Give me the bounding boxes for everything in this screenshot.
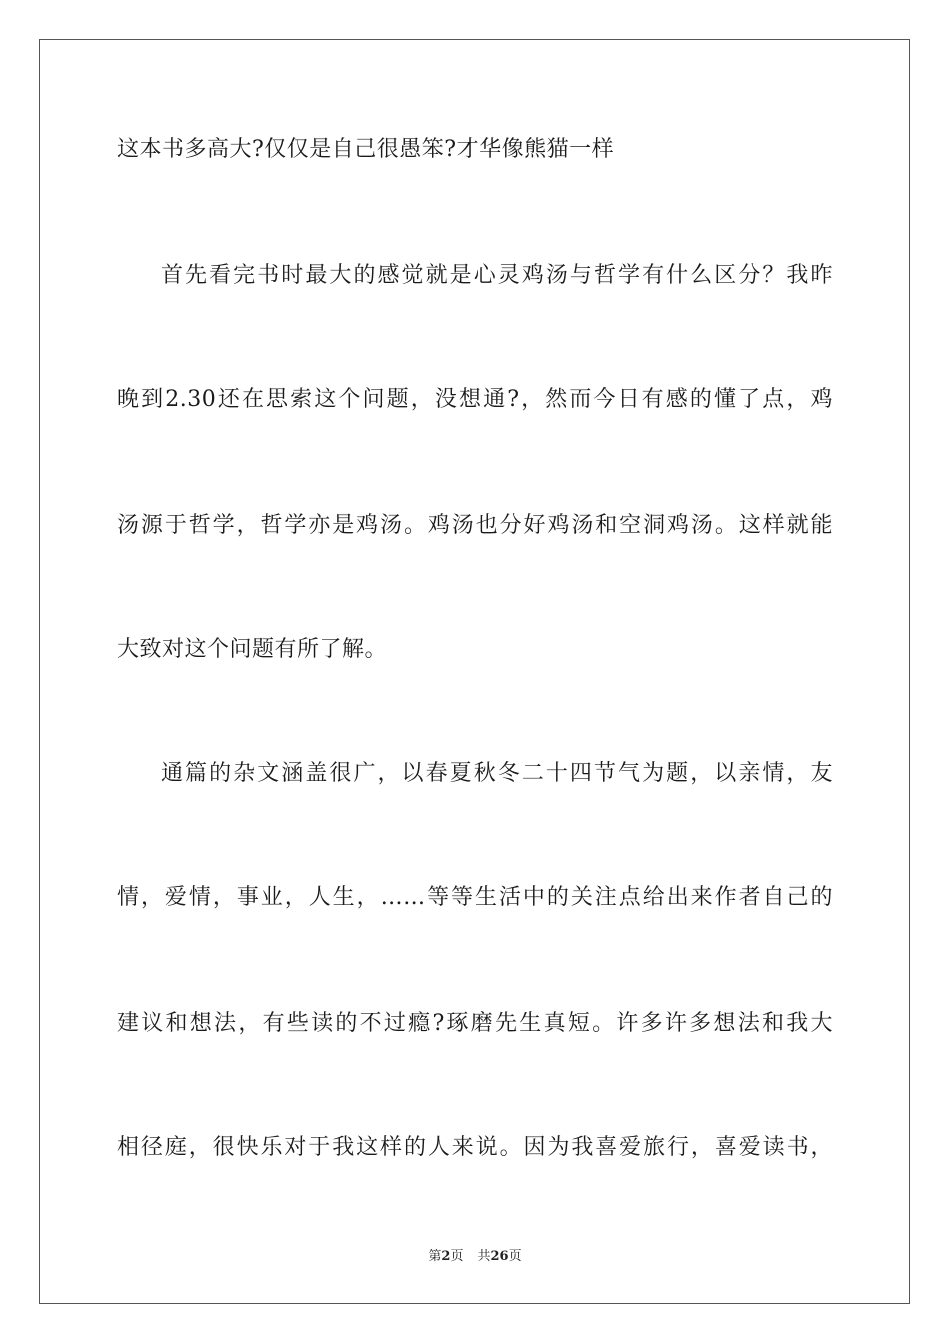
text-line-6: 通篇的杂文涵盖很广，以春夏秋冬二十四节气为题，以亲情，友 — [161, 761, 833, 786]
text-line-7: 情，爱情，事业，人生，……等等生活中的关注点给出来作者自己的 — [117, 885, 833, 910]
text-line-2: 首先看完书时最大的感觉就是心灵鸡汤与哲学有什么区分？我昨 — [161, 263, 833, 288]
page-suffix: 页 — [450, 1249, 464, 1264]
text-line-1: 这本书多高大?仅仅是自己很愚笨?才华像熊猫一样 — [117, 137, 615, 162]
page-total: 26 — [490, 1249, 509, 1264]
page-prefix: 第 — [428, 1249, 442, 1264]
page-current: 2 — [441, 1249, 451, 1264]
total-prefix: 共 — [477, 1249, 491, 1264]
text-line-9: 相径庭，很快乐对于我这样的人来说。因为我喜爱旅行，喜爱读书， — [117, 1135, 833, 1160]
text-line-4: 汤源于哲学，哲学亦是鸡汤。鸡汤也分好鸡汤和空洞鸡汤。这样就能 — [117, 513, 833, 538]
page-frame — [39, 39, 910, 1304]
text-line-5: 大致对这个问题有所了解。 — [117, 637, 388, 662]
text-line-8: 建议和想法，有些读的不过瘾?琢磨先生真短。许多许多想法和我大 — [117, 1011, 833, 1036]
text-line-3: 晚到2.30还在思索这个问题，没想通?，然而今日有感的懂了点，鸡 — [117, 387, 833, 412]
total-suffix: 页 — [508, 1249, 522, 1264]
page-footer — [0, 1248, 950, 1266]
